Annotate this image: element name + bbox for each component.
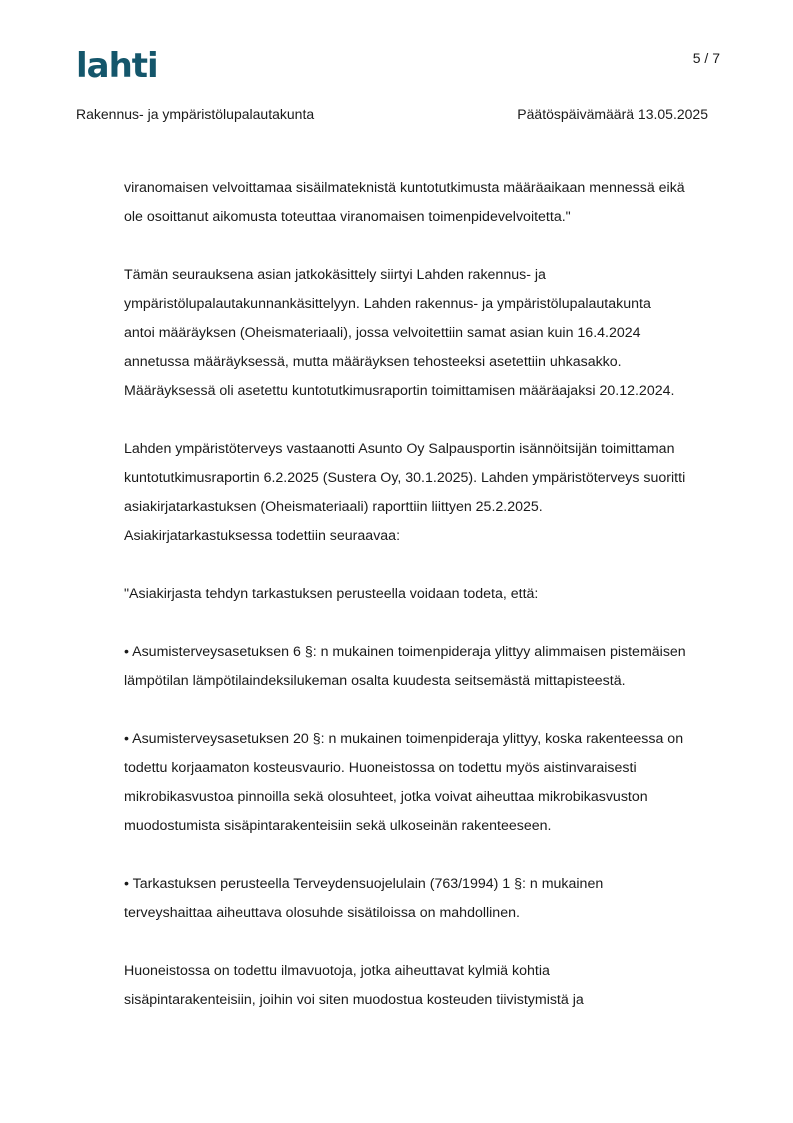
paragraph bbox=[124, 174, 724, 232]
text-line: antoi määräyksen (Oheismateriaali), jossa velvoitettiin samat asian kuin 16.4.2024 bbox=[124, 325, 641, 341]
text-line: Tämän seurauksena asian jatkokäsittely siirtyi Lahden rakennus- ja bbox=[124, 267, 546, 283]
paragraph bbox=[124, 261, 724, 406]
text-line: sisäpintarakenteisiin, joihin voi siten muodostua kosteuden tiivistymistä ja bbox=[124, 992, 584, 1008]
text-line: annetussa määräyksessä, mutta määräyksen tehosteeksi asetettiin uhkasakko. bbox=[124, 354, 622, 370]
text-line: todettu korjaamaton kosteusvaurio. Huoneistossa on todettu myös aistinvaraisesti bbox=[124, 760, 637, 776]
paragraph bbox=[124, 580, 724, 609]
decision-date: Päätöspäivämäärä 13.05.2025 bbox=[517, 106, 708, 122]
paragraph bbox=[124, 435, 724, 551]
document-body bbox=[124, 174, 724, 1044]
text-line: Asiakirjatarkastuksessa todettiin seuraavaa: bbox=[124, 528, 401, 544]
text-line: lämpötilan lämpötilaindeksilukeman osalta kuudesta seitsemästä mittapisteestä. bbox=[124, 673, 626, 689]
text-line: viranomaisen velvoittamaa sisäilmateknistä kuntotutkimusta määräaikaan mennessä eikä bbox=[124, 180, 685, 196]
text-line: Huoneistossa on todettu ilmavuotoja, jotka aiheuttavat kylmiä kohtia bbox=[124, 963, 550, 979]
paragraph bbox=[124, 957, 724, 1015]
text-line: muodostumista sisäpintarakenteisiin sekä ulkoseinän rakenteeseen. bbox=[124, 818, 552, 834]
text-line: ympäristölupalautakunnankäsittelyyn. Lahden rakennus- ja ympäristölupalautakunta bbox=[124, 296, 651, 312]
text-line: Lahden ympäristöterveys vastaanotti Asunto Oy Salpausportin isännöitsijän toimittaman bbox=[124, 441, 675, 457]
text-line: • Asumisterveysasetuksen 6 §: n mukainen toimenpideraja ylittyy alimmaisen pistemäisen bbox=[124, 644, 686, 660]
text-line: kuntotutkimusraportin 6.2.2025 (Sustera Oy, 30.1.2025). Lahden ympäristöterveys suoritti bbox=[124, 470, 686, 486]
text-line: terveyshaittaa aiheuttava olosuhde sisätiloissa on mahdollinen. bbox=[124, 905, 520, 921]
text-line: • Tarkastuksen perusteella Terveydensuojelulain (763/1994) 1 §: n mukainen bbox=[124, 876, 604, 892]
bullet-paragraph bbox=[124, 725, 724, 841]
page-number: 5 / 7 bbox=[692, 50, 720, 66]
text-line: Määräyksessä oli asetettu kuntotutkimusraportin toimittamisen määräajaksi 20.12.2024. bbox=[124, 383, 675, 399]
committee-name: Rakennus- ja ympäristölupalautakunta bbox=[76, 106, 315, 122]
lahti-logo bbox=[76, 44, 170, 84]
svg-text:lahti: lahti bbox=[76, 46, 158, 84]
bullet-paragraph bbox=[124, 638, 724, 696]
text-line: ole osoittanut aikomusta toteuttaa viranomaisen toimenpidevelvoitetta." bbox=[124, 209, 571, 225]
bullet-paragraph bbox=[124, 870, 724, 928]
text-line: mikrobikasvustoa pinnoilla sekä olosuhteet, jotka voivat aiheuttaa mikrobikasvuston bbox=[124, 789, 648, 805]
text-line: asiakirjatarkastuksen (Oheismateriaali) raporttiin liittyen 25.2.2025. bbox=[124, 499, 543, 515]
text-line: "Asiakirjasta tehdyn tarkastuksen perusteella voidaan todeta, että: bbox=[124, 586, 539, 602]
text-line: • Asumisterveysasetuksen 20 §: n mukainen toimenpideraja ylittyy, koska rakenteessa on bbox=[124, 731, 684, 747]
